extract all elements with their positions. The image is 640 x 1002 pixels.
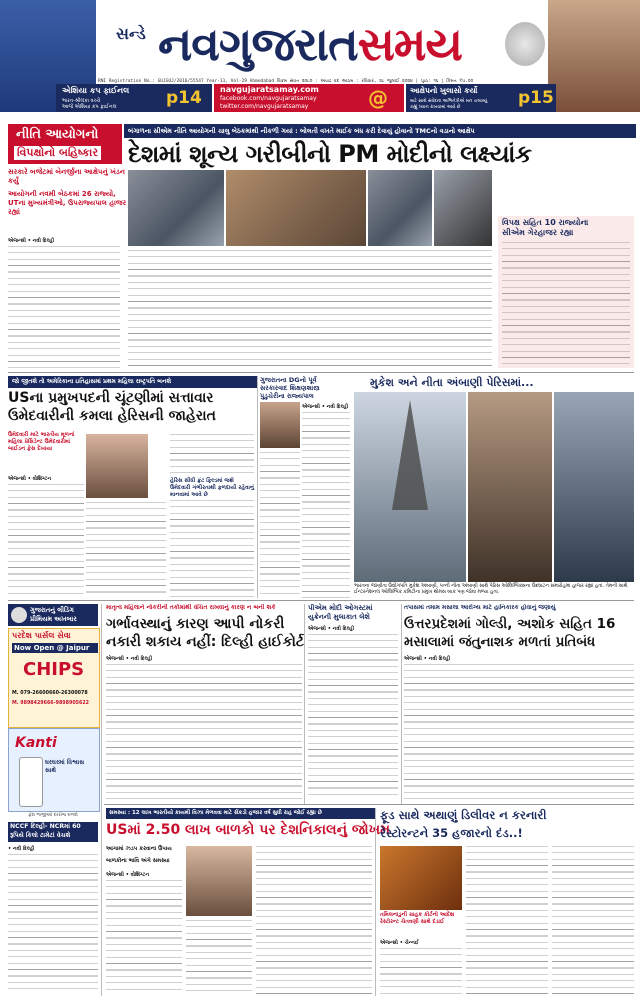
right-teaser-page: p15	[518, 88, 554, 108]
masthead-title-part1: નવગુજરાત	[158, 17, 358, 71]
harris-headline-1: USના પ્રમુખપદની ચૂંટણીમાં સત્તાવાર	[8, 390, 214, 406]
court-body	[106, 664, 302, 800]
lead-photo-1	[128, 170, 224, 246]
right-teaser-title: આક્ષેપનો ખુલાસો કર્યો	[410, 86, 478, 95]
ncc-title-2: રૂપિયે કિલો ટામેટાં વેચશે	[10, 832, 71, 839]
masthead-title-part2: સમય	[357, 17, 462, 71]
col-divider-1	[257, 376, 258, 598]
masthead-prefix: સન્ડે	[116, 24, 146, 43]
left-teaser-sub1: ભારત-શ્રીલંકા વચ્ચે	[62, 98, 101, 104]
paris-ambani-photo	[468, 392, 552, 582]
visa-photo	[186, 846, 252, 916]
ukraine-kicker	[308, 604, 398, 622]
harris-subhead: હેરિસ સીધી ફ્રંટ ફિલ્ડમાં જશે ઉમેદવારી ગંભીરતાથી ફળદાયી રહેવાનું માનવામાં આવે છે	[170, 478, 255, 498]
divider-2	[8, 600, 634, 601]
harris-kicker: જો જીતશે તો અમેરિકાના ઇતિહાસમાં પ્રથમ મહિલા રાષ્ટ્રપતિ બનશે	[8, 376, 258, 388]
harris-body-3	[170, 434, 254, 474]
chips-ad-title: પરદેશ પાર્સલ સેવા	[12, 631, 71, 640]
harris-byline: એજન્સી • વોશિંગ્ટન	[8, 476, 52, 482]
pickle-byline: એજન્સી • ચેન્નઈ	[380, 940, 419, 946]
lead-bullet-1: સરકારે બજેટમાં બેનર્જીના આક્ષેપનું ખંડન કર્યું	[8, 168, 125, 185]
lion-logo	[505, 22, 545, 66]
chips-ad-phone1: M. 079-26600660-26300078	[12, 691, 88, 696]
visa-bullet-1: આગામાં ઝડપ કરવાના ઉપાય	[106, 846, 172, 852]
kanti-ad-brand: Kanti	[15, 735, 57, 751]
lead-headline: દેશમાં શૂન્ય ગરીબીનો PM મોદીનો લક્ષ્યાંક	[128, 140, 532, 168]
pickle-photo	[380, 846, 462, 910]
lead-photo-3	[368, 170, 432, 246]
court-kicker: માતૃત્વ મહિલાને નોકરીની તકોમાંથી વંચિત રાખવાનું કારણ ન બની શકે	[106, 604, 276, 611]
dg-body-2	[260, 452, 300, 598]
promo-tag-2: પ્રીમિયમ અખબાર	[30, 615, 77, 623]
kanti-ad-text: ઘરઘરમાં વિશ્વાસ સાથે	[45, 759, 85, 774]
ncc-title-1: NCCF દિલ્હી- NCRમાં 60	[10, 823, 81, 830]
dg-photo	[260, 402, 300, 448]
harris-body-4	[170, 500, 254, 598]
lead-side-box	[498, 216, 634, 368]
kanti-ad	[8, 728, 100, 812]
chips-ad	[8, 628, 100, 728]
lead-side-title-2: સીએમ ગેરહાજર રહ્યા	[502, 228, 574, 237]
dg-kicker	[260, 376, 350, 400]
pickle-body-3	[552, 846, 634, 994]
pickle-bullet: તમિલનાડુની ગ્રાહક કોર્ટનો આદેશ રેસ્ટોરન્ટ ચેતવણી સાથે દંડાઈ	[380, 912, 455, 925]
ukraine-body	[308, 634, 398, 800]
ukraine-kicker-2: યુક્રેનની મુલાકાત લેશે	[308, 613, 370, 621]
lead-bullet-2: આયોગની નવમી બેઠકમાં 26 રાજ્યો, UTના મુખ્યમંત્રીઓ, ઉપરાજ્યપાલ હાજર રહ્યાં	[8, 190, 127, 216]
ncc-title	[8, 822, 98, 842]
lead-photo-4	[434, 170, 492, 246]
kanti-ad-bottle	[19, 757, 43, 807]
visa-kicker: સમસ્યા : 12 લાખ ભારતીયો કાયમી વિઝા મેળવવા માટે સેંકડો હજાર વર્ષ સુધી રાહ જોઈ રહ્યા છે	[106, 808, 375, 819]
ukraine-byline: એજન્સી • નવી દિલ્હી	[308, 626, 355, 632]
court-byline: એજન્સી • નવી દિલ્હી	[106, 656, 153, 662]
paris-headline: મુકેશ અને નીતા અંબાણી પેરિસમાં...	[370, 376, 534, 389]
visa-byline: એજન્સી • વોશિંગ્ટન	[106, 872, 150, 878]
spice-headline-1: ઉત્તરપ્રદેશમાં ગોલ્ડી, અશોક સહિત 16	[404, 616, 616, 632]
col-divider-5	[375, 808, 376, 996]
lead-kicker-top: બંગાળના સીએમ નીતિ આયોગની ચાલુ બેઠકમાંથી નીકળી ગયાં : બોલતી વખતે માઈક બંધ કરી દેવાયું હોવાનો TMCનો વડાનો આક્ષેપ	[124, 124, 636, 138]
lead-kicker-box	[8, 124, 122, 164]
actress-photo	[548, 0, 640, 112]
chips-ad-brand: CHIPS	[23, 659, 85, 680]
paris-bach-photo	[554, 392, 634, 582]
visa-body	[106, 880, 182, 994]
pickle-body-2	[466, 846, 548, 994]
harris-headline-2: ઉમેદવારીની કમલા હેરિસની જાહેરાત	[8, 408, 216, 424]
masthead	[0, 0, 640, 120]
facebook-url[interactable]: facebook.com/navgujaratsamay	[220, 95, 317, 102]
lead-kicker-line1: નીતિ આયોગનો	[16, 127, 99, 142]
court-headline-1: ગર્ભાવસ્થાનું કારણ આપી નોકરી	[106, 616, 285, 632]
promo-tag	[8, 604, 98, 626]
left-teaser	[56, 84, 212, 112]
spice-byline: એજન્સી • નવી દિલ્હી	[404, 656, 451, 662]
col-divider-4	[401, 604, 402, 804]
visa-body-3	[256, 846, 372, 994]
divider-1	[8, 372, 634, 373]
harris-body	[8, 484, 84, 598]
harris-bullet: ઉમેદવારી માટે ભારતીય મૂળનાં મહિલા પ્રેસિડેન્ટ ઉમેદવારીમાં બાઈડન ફેસ દેખાયા	[8, 432, 75, 452]
pickle-headline-2: રેસ્ટોરન્ટને 35 હજારનો દંડ..!	[380, 826, 523, 840]
lead-byline: એજન્સી • નવી દિલ્હી	[8, 238, 55, 244]
right-teaser-sub2: કહ્યું ધ્યાન રાખવામાં આવે છે	[410, 105, 461, 110]
promo-footer: ફ્રેશ ભાજીઓ દરરોજ મળશે	[28, 813, 78, 818]
lead-kicker-line2: વિપક્ષોનો બહિષ્કાર	[14, 146, 101, 160]
twitter-url[interactable]: twitter.com/navgujaratsamay	[220, 103, 309, 110]
visa-headline: USમાં 2.50 લાખ બાળકો પર દેશનિકાલનું જોખમ	[106, 822, 391, 838]
ncc-byline: • નવી દિલ્હી	[8, 846, 35, 852]
left-teaser-page: p14	[166, 88, 202, 108]
dg-byline: એજન્સી • નવી દિલ્હી	[302, 404, 349, 410]
lead-photo-2	[226, 170, 366, 246]
dg-body	[302, 412, 350, 598]
lion-icon	[11, 607, 27, 623]
promo-tag-1: ગુજરાતનું લીડિંગ	[30, 606, 74, 614]
dg-kicker-2: સરકારવાદ શિક્ષણશાસ્ત્ર	[260, 384, 320, 392]
left-teaser-title: એશિયા કપ ફાઈનલ	[62, 86, 130, 95]
right-teaser-sub1: માટે સાથે સંવેદના અભિનેત્રીએ મન ચલાવ્યું	[410, 99, 488, 104]
web-url[interactable]: navgujaratsamay.com	[220, 85, 319, 94]
eiffel-tower-icon	[392, 400, 428, 510]
ncc-body	[8, 854, 98, 994]
at-icon: @	[368, 86, 388, 110]
dg-kicker-1: ગુજરાતના DGનો પૂર્વ	[260, 376, 317, 384]
pickle-body-1	[380, 948, 462, 994]
harris-photo	[86, 434, 148, 498]
paris-caption: ભારતના જાણીતા ઉદ્યોગપતિ મુકેશ અંબાણી, પત્ની નીતા અંબાણી સાથે પેરિસ ઓલિમ્પિક્સના ઉદઘાટન સમારોહમાં હાજર રહ્યાં હતાં. તેમની સાથે ઈન્ટરનેશનલ ઓલિમ્પિક કમિટીના પ્રમુખ થોમસ બાક પણ જોવા મળ્યા હતા.	[354, 584, 628, 595]
visa-body-2	[186, 920, 252, 994]
court-headline-2: નકારી શકાય નહીં: દિલ્હી હાઈકોર્ટ	[106, 634, 304, 650]
lead-bullets	[8, 168, 128, 217]
left-teaser-sub2: આજે એશિયા કપ ફાઈનલ	[62, 104, 117, 110]
regline: RNI Registration No.: GUJGUJ/2016/55547 Year-11, Vol-29 Ahmedabad વિક્રમ સંવત ૨૦૮૦ : અષાઢ વદ આઠમ : રવિવાર, ૨૮ જુલાઈ ૨૦૨૪ | પૃષ્ઠ: ૧૬ | કિંમત ₹૫.૦૦	[98, 79, 474, 84]
col-divider-3	[304, 604, 305, 804]
chips-ad-now: Now Open @ Jaipur	[12, 643, 98, 653]
lead-side-title-1: વિપક્ષ સહિત 10 રાજ્યોના	[502, 218, 589, 227]
spice-headline-2: મસાલામાં જંતુનાશક મળતાં પ્રતિબંધ	[404, 634, 596, 650]
lead-body-col1	[8, 246, 120, 368]
spice-kicker: તપાસમાં તમામ મસાલા આરોગ્ય માટે હાનિકારક હોવાનું જણાયું	[404, 604, 556, 611]
visa-bullet-2: બાળકોના ભાવિ અંગે સમસ્યા	[106, 858, 170, 864]
spice-body	[404, 664, 634, 800]
divider-3	[104, 804, 634, 805]
right-teaser	[406, 84, 556, 112]
chips-ad-phone2: M. 9898429666-9898905622	[12, 701, 90, 706]
ukraine-kicker-1: પીએમ મોદી ઓગસ્ટમાં	[308, 604, 373, 612]
lead-body-cols	[128, 250, 492, 368]
dg-kicker-3: પુડુચેરીના રાજ્યપાલ	[260, 392, 314, 400]
harris-body-2	[86, 502, 166, 598]
masthead-title	[158, 16, 462, 72]
col-divider-2	[101, 604, 102, 996]
lead-side-body	[502, 242, 630, 364]
pickle-headline-1: ફૂડ સાથે અથાણું ડિલીવર ન કરનારી	[380, 808, 547, 822]
